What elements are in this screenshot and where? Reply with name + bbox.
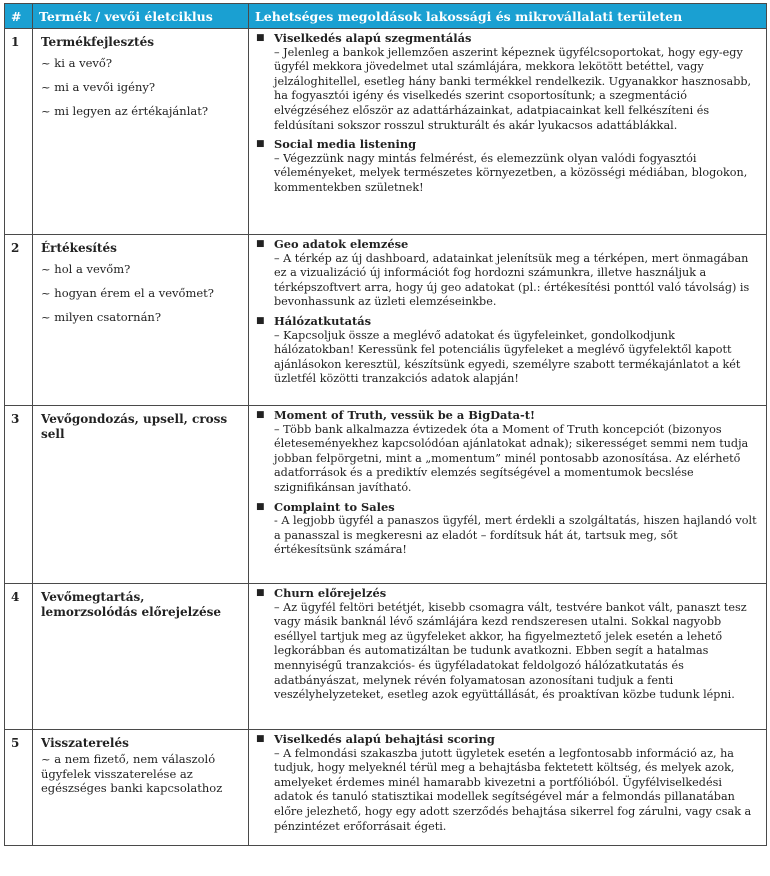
phase-question: ~ mi legyen az értékajánlat? (41, 104, 209, 118)
solution-title: Social media listening (274, 137, 417, 152)
solution-title: Viselkedés alapú szegmentálás (274, 31, 472, 45)
header-num: # (5, 4, 33, 29)
solution-text: – Kapcsoljuk össze a meglévő adatokat és ügyfeleinket, gondolkodjunk hálózatokban! Keressünk fel potenciális ügyfeleket a meglévő ügyfelektől kapott ajánlásokon keresztül, készítsünk egyedi, személyre szabott termékajánlatot a két üzletfél közötti tranzakciós adatok alapján! (274, 328, 741, 386)
phase-title: Visszaterelés (41, 736, 129, 750)
solution-item (253, 137, 758, 195)
row-number: 1 (5, 29, 33, 235)
table-row (5, 584, 767, 730)
phase-title: Értékesítés (41, 241, 117, 255)
solution-item (253, 237, 758, 310)
solution-title: Geo adatok elemzése (274, 237, 409, 251)
phase-question: ~ a nem fizető, nem válaszoló ügyfelek visszaterelése az egészséges banki kapcsolathoz (41, 752, 223, 795)
solution-title: Viselkedés alapú behajtási scoring (274, 732, 495, 746)
phase-title: Vevőmegtartás, lemorzsolódás előrejelzése (41, 590, 221, 619)
bullet-icon: ■ (256, 588, 265, 598)
phase-question: ~ hol a vevőm? (41, 262, 131, 276)
solution-item (253, 408, 758, 496)
solution-title: Churn előrejelzés (274, 586, 387, 600)
solutions-cell (249, 235, 767, 406)
bullet-icon: ■ (256, 139, 265, 150)
solution-text: – Az ügyfél feltöri betétjét, kisebb csomagra vált, testvére bankot vált, panaszt tesz vagy másik banknál lévő számlájára kezd rendszeresen utalni. Sokkal nagyobb eséllyel tartjuk meg az ügyfeleket akkor, ha figyelmeztető jelek esetén a lehető legkorábban és automatizáltan be tudunk avatkozni. Ebben segít a hatalmas mennyiségű tranzakciós- és ügyféladatokat feldolgozó hálózatkutatás és adatbányászat, melynek révén folyamatosan azonosítani tudjuk a fenti veszélyhelyzeteket, esetleg azok együttállását, és proaktívan közbe tudunk lépni. (274, 600, 747, 702)
table-row (5, 406, 767, 584)
solution-title: Moment of Truth, vessük be a BigData-t! (274, 408, 536, 422)
solution-text: – Több bank alkalmazza évtizedek óta a Moment of Truth koncepciót (bizonyos életeseményekhez kapcsolódóan ajánlatokat adnak); sikerességet semmi nem tudja jobban felpörgetni, mint a „momentum” minél pontosabb azonosítása. Az elérhető adatforrások és a prediktív elemzés segítségével a momentumok becslése szignifikánsan javítható. (274, 422, 749, 494)
solutions-cell (249, 584, 767, 730)
bullet-icon: ■ (256, 239, 265, 249)
phase-question: ~ milyen csatornán? (41, 310, 161, 324)
header-solutions: Lehetséges megoldások lakossági és mikrovállalati területen (249, 4, 767, 29)
bullet-icon: ■ (256, 315, 265, 326)
solutions-cell (249, 730, 767, 846)
table-header-row (5, 4, 767, 29)
lifecycle-cell (33, 584, 249, 730)
solution-text: – Végezzünk nagy mintás felmérést, és elemezzünk olyan valódi fogyasztói véleményeket, melyek természetes környezetben, a közösségi médiában, blogokon, kommentekben születnek! (274, 151, 748, 194)
solution-text: – Jelenleg a bankok jellemzően aszerint képeznek ügyfélcsoportokat, hogy egy-egy ügyfél mekkora jövedelmet utal számlájára, mekkora lekötött betéttel, vagy jelzáloghitellel, esetleg hány banki termékkel rendelkezik. Ugyanakkor hasznosabb, ha fogyasztói igény és viselkedés szerint csoportosítunk; a szegmentáció elvégzéséhez először az adattárházainkat, adatpiacainkat kell felkészíteni és feldúsítani sokszor rosszul strukturált és akár lyukacsos adattáblákkal. (274, 45, 752, 132)
solutions-cell (249, 406, 767, 584)
solution-text: - A legjobb ügyfél a panaszos ügyfél, mert érdekli a szolgáltatás, hiszen hajlandó volt a panasszal is megkeresni az eladót – fordítsuk hát át, tartsuk meg, sőt értékesítsünk számára! (274, 514, 757, 557)
phase-question: ~ mi a vevői igény? (41, 80, 156, 94)
table-row (5, 730, 767, 846)
row-number: 4 (5, 584, 33, 730)
solution-text: – A térkép az új dashboard, adatainkat jelenítsük meg a térképen, mert önmagában ez a vizualizáció új információt fog hordozni számunkra, illetve használjuk a térképszoftvert arra, hogy új geo adatokat (pl.: értékesítési ponttól való távolság) is bevonhassunk az üzleti elemzéseinkbe. (274, 251, 750, 309)
solution-item (253, 732, 758, 834)
lifecycle-cell (33, 235, 249, 406)
table-row (5, 235, 767, 406)
solutions-cell (249, 29, 767, 235)
lifecycle-cell (33, 730, 249, 846)
phase-title: Termékfejlesztés (41, 35, 154, 49)
phase-question: ~ ki a vevő? (41, 56, 112, 70)
bullet-icon: ■ (256, 33, 265, 43)
bullet-icon: ■ (256, 501, 265, 512)
row-number: 5 (5, 730, 33, 846)
row-number: 3 (5, 406, 33, 584)
lifecycle-cell (33, 29, 249, 235)
bullet-icon: ■ (256, 734, 265, 744)
phase-question: ~ hogyan érem el a vevőmet? (41, 286, 214, 300)
table-row (5, 29, 767, 235)
row-number: 2 (5, 235, 33, 406)
solution-item (253, 31, 758, 133)
header-lifecycle: Termék / vevői életciklus (33, 4, 249, 29)
solution-title: Hálózatkutatás (274, 313, 372, 328)
lifecycle-cell (33, 406, 249, 584)
lifecycle-table (4, 3, 767, 846)
solution-item (253, 500, 758, 558)
bullet-icon: ■ (256, 410, 265, 420)
solution-item (253, 314, 758, 387)
solution-title: Complaint to Sales (274, 499, 395, 514)
solution-text: – A felmondási szakaszba jutott ügyletek esetén a legfontosabb információ az, ha tudjuk, hogy melyeknél térül meg a behajtásba fektetett költség, és melyek azok, amelyeket érdemes minél hamarabb kivezetni a portfólióból. Ügyfélviselkedési adatok és tanuló statisztikai modellek segítségével már a felmondás pillanatában előre jelezhető, hogy egy adott szerződés behajtása sikerrel fog zárulni, vagy csak a pénzintézet erőforrásait égeti. (274, 746, 752, 833)
solution-item (253, 586, 758, 703)
phase-title: Vevőgondozás, upsell, cross sell (41, 412, 228, 441)
